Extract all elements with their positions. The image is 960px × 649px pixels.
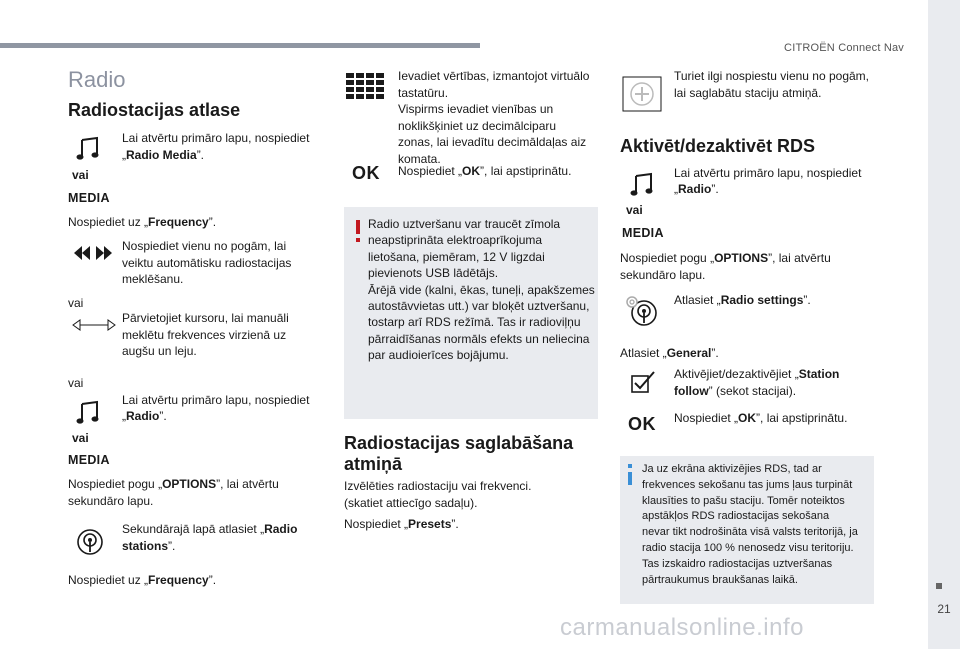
checkbox-icon [630, 370, 656, 394]
text-press-presets: Nospiediet „Presets”. [344, 517, 459, 531]
brand-label: CITROËN Connect Nav [784, 42, 904, 54]
watermark: carmanualsonline.info [560, 614, 804, 641]
info-icon [628, 472, 632, 485]
info-text: Ja uz ekrāna aktivizējies RDS, tad ar frekvences sekošanu tas jums ļaus turpināt klausīties to pašu staciju. Tomēr noteiktos apstākļos RDS radiostacijas sekošana nevar tikt nodrošināta visā valsts teritorijā, ja radio stacija 100 % nenosedz visu teritoriju. Tas izskaidro radiostacijas uztveršanas pārtraukumus braukšanas laikā. [642, 463, 858, 586]
text-press-ok-rds: Nospiediet „OK”, lai apstiprinātu. [674, 411, 848, 425]
keypad-key [346, 73, 354, 78]
section-title: Radio [68, 67, 126, 92]
seek-buttons-icon [72, 244, 114, 262]
or-label-2: vai [72, 431, 89, 445]
media-label-3: MEDIA [622, 226, 664, 240]
text-select-stations: Sekundārajā lapā atlasiet „Radio stations”. [122, 522, 298, 553]
keypad-key [366, 80, 374, 85]
warning-icon [356, 220, 360, 234]
text-press-options-rds: Nospiediet pogu „OPTIONS”, lai atvērtu sekundāro lapu. [620, 251, 831, 282]
ok-label-2: OK [628, 414, 656, 434]
slider-cursor-icon [72, 319, 116, 331]
text-open-home-rds: Lai atvērtu primāro lapu, nospiediet [674, 166, 862, 180]
keypad-key [356, 94, 364, 99]
media-label-2: MEDIA [68, 453, 110, 467]
text-auto-seek: Nospiediet vienu no pogām, lai veiktu automātisku radiostacijas meklēšanu. [122, 239, 292, 286]
keypad-key [346, 80, 354, 85]
text-press-options: Nospiediet pogu „OPTIONS”, lai atvērtu sekundāro lapu. [68, 477, 279, 508]
text-station-follow: Aktivējiet/dezaktivējiet „Station follow” (sekot stacijai). [674, 367, 840, 398]
text-manual-seek: Pārvietojiet kursoru, lai manuāli meklētu frekvences virzienā uz augšu un leju. [122, 311, 289, 358]
heading-save-station: Radiostacijas saglabāšana atmiņā [344, 433, 574, 474]
page-sidebar [928, 0, 960, 649]
warning-text: Radio uztveršanu var traucēt zīmola neapstiprināta elektroaprīkojuma lietošana, piemēram, 12 V ligzdai pievienots USB lādētājs. Ārējā vide (kalni, ēkas, tuneļi, apakšzemes autostāvvietas utt.) var bloķēt uztveršanu, tostarp arī RDS režīmā. Tas ir radioviļņu pārraidīšanas normāls efekts un neliecina par audioierīces bojājumu. [368, 217, 595, 363]
or-label: vai [72, 168, 89, 182]
or-text: vai [68, 296, 84, 310]
text-open-home-radio-2: „Radio”. [122, 409, 167, 423]
keypad-key [356, 87, 364, 92]
or-label-3: vai [626, 203, 643, 217]
keypad-key [376, 73, 384, 78]
music-note-icon-2 [76, 400, 102, 426]
or-text-2: vai [68, 376, 84, 390]
text-long-press: Turiet ilgi nospiestu vienu no pogām, lai saglabātu staciju atmiņā. [674, 69, 869, 100]
text-open-home-2: „Radio Media”. [122, 148, 205, 162]
text-choose-station: Izvēlēties radiostaciju vai frekvenci. (skatiet attiecīgo sadaļu). [344, 479, 532, 510]
warning-icon-dot [356, 238, 360, 242]
text-open-home-radio: Lai atvērtu primāro lapu, nospiediet [122, 393, 310, 407]
keypad-icon [346, 73, 386, 101]
ok-label: OK [352, 163, 380, 183]
media-label: MEDIA [68, 191, 110, 205]
keypad-key [366, 73, 374, 78]
keypad-key [346, 94, 354, 99]
page-number: 21 [937, 602, 951, 616]
keypad-key [346, 87, 354, 92]
text-select-radio-settings: Atlasiet „Radio settings”. [674, 293, 811, 307]
add-preset-icon [622, 76, 662, 112]
text-select-general: Atlasiet „General”. [620, 346, 719, 360]
heading-station-select: Radiostacijas atlase [68, 100, 241, 120]
text-open-home: Lai atvērtu primāro lapu, nospiediet [122, 131, 310, 145]
text-virtual-keyboard: Ievadiet vērtības, izmantojot virtuālo tastatūru. Vispirms ievadiet vienības un noklikšķiniet uz decimālciparu zonas, lai ievadītu decimāldaļas aiz komata. [398, 69, 590, 166]
text-press-ok: Nospiediet „OK”, lai apstiprinātu. [398, 164, 572, 178]
radio-settings-icon [624, 294, 658, 328]
keypad-key [366, 94, 374, 99]
keypad-key [356, 80, 364, 85]
keypad-key [356, 73, 364, 78]
keypad-key [366, 87, 374, 92]
text-open-home-rds-2: „Radio”. [674, 182, 719, 196]
keypad-key [376, 80, 384, 85]
info-icon-dot [628, 464, 632, 468]
page-marker [936, 583, 942, 589]
radio-antenna-icon [76, 528, 104, 556]
music-note-icon [76, 136, 102, 162]
header-rule [0, 43, 480, 48]
heading-rds: Aktivēt/dezaktivēt RDS [620, 136, 816, 156]
text-press-frequency-2: Nospiediet uz „Frequency”. [68, 573, 217, 587]
keypad-key [376, 87, 384, 92]
text-press-frequency: Nospiediet uz „Frequency”. [68, 215, 217, 229]
keypad-key [376, 94, 384, 99]
music-note-icon-3 [630, 172, 656, 198]
